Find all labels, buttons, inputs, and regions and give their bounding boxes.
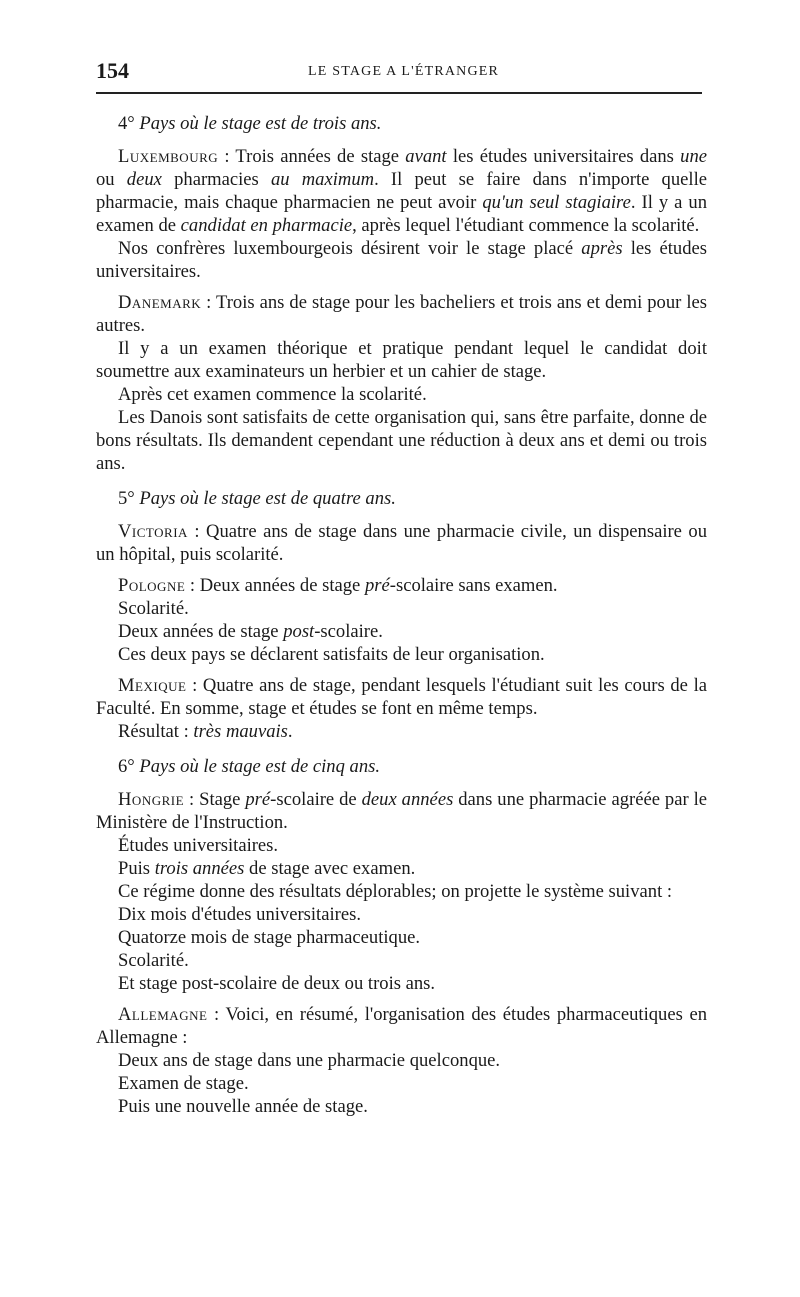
paragraph	[96, 949, 707, 972]
paragraph	[96, 720, 707, 743]
paragraph	[96, 1072, 707, 1095]
section-heading-text: Pays où le stage est de cinq ans.	[139, 756, 381, 777]
paragraph	[96, 880, 707, 903]
text-run: : Deux années de stage	[185, 575, 365, 596]
text-run: Scolarité.	[118, 950, 189, 971]
text-run: -scolaire de	[270, 789, 362, 810]
text-run: : Stage	[184, 789, 246, 810]
country-name: Hongrie	[118, 789, 185, 810]
text-run: Résultat :	[118, 721, 194, 742]
text-run: Après cet examen commence la scolarité.	[118, 384, 427, 405]
paragraph	[96, 903, 707, 926]
country-name: Mexique	[118, 675, 187, 696]
country-name: Victoria	[118, 521, 188, 542]
text-run: post	[283, 621, 315, 642]
paragraph	[96, 1095, 707, 1118]
section-title	[118, 112, 707, 135]
paragraph	[96, 520, 707, 566]
text-run: ou	[96, 169, 127, 190]
paragraph	[96, 1049, 707, 1072]
text-run: -scolaire sans examen.	[389, 575, 558, 596]
text-run: Études universitaires.	[118, 835, 279, 856]
paragraph	[96, 574, 707, 597]
text-run: . Il peut se faire dans n'importe quelle pharmacie, mais chaque pharmacien ne peut avoir	[96, 169, 707, 213]
section-number: 4°	[118, 113, 135, 134]
text-run: Nos confrères luxembourgeois désirent voir le stage placé	[118, 238, 582, 259]
text-run: Les Danois sont satisfaits de cette organisation qui, sans être parfaite, donne de bons résultats. Ils demandent cependant une réduction à deux ans et demi ou trois ans.	[96, 407, 707, 474]
text-run: , après lequel l'étudiant commence la scolarité.	[352, 215, 700, 236]
text-run: pharmacies	[161, 169, 271, 190]
paragraph	[96, 926, 707, 949]
country-name: Allemagne	[118, 1004, 208, 1025]
page-body	[96, 112, 707, 1118]
text-run: au maximum	[270, 169, 375, 190]
section-heading-text: Pays où le stage est de trois ans.	[139, 113, 382, 134]
text-run: Puis	[118, 858, 155, 879]
text-run: une	[680, 146, 707, 167]
section-title	[118, 755, 707, 778]
text-run: pré	[364, 575, 390, 596]
paragraph	[96, 237, 707, 283]
text-run: Ces deux pays se déclarent satisfaits de leur organisation.	[118, 644, 545, 665]
paragraph	[96, 383, 707, 406]
paragraph	[96, 972, 707, 995]
page-number: 154	[96, 58, 129, 83]
paragraph	[96, 620, 707, 643]
text-run: trois années	[154, 858, 245, 879]
text-run: Puis une nouvelle année de stage.	[118, 1096, 368, 1117]
text-run: Scolarité.	[118, 598, 189, 619]
text-run: : Trois ans de stage pour les bacheliers et trois ans et demi pour les autres.	[96, 292, 707, 336]
text-run: très mauvais	[193, 721, 288, 742]
text-run: Ce régime donne des résultats déplorables; on projette le système suivant :	[118, 881, 673, 902]
text-run: les études universitaires.	[96, 238, 708, 282]
running-head: LE STAGE A L'ÉTRANGER	[308, 64, 500, 79]
paragraph	[96, 788, 707, 834]
page-header	[96, 58, 702, 86]
header-rule	[96, 92, 702, 94]
text-run: : Trois années de stage	[218, 146, 406, 167]
text-run: : Quatre ans de stage dans une pharmacie civile, un dispensaire ou un hôpital, puis scolarité.	[96, 521, 707, 565]
country-name: Luxembourg	[118, 146, 219, 167]
text-run: dans une pharmacie agréée par le Ministère de l'Instruction.	[96, 789, 708, 833]
paragraph	[96, 834, 707, 857]
text-run: après	[581, 238, 623, 259]
text-run: : Quatre ans de stage, pendant lesquels l'étudiant suit les cours de la Faculté. En somme, stage et études se font en même temps.	[96, 675, 707, 719]
paragraph	[96, 406, 707, 475]
text-run: deux années	[361, 789, 454, 810]
text-run: . Il y a un examen de	[96, 192, 707, 236]
text-run: Examen de stage.	[118, 1073, 249, 1094]
section-number: 5°	[118, 488, 135, 509]
text-run: Dix mois d'études universitaires.	[118, 904, 361, 925]
text-run: qu'un seul stagiaire	[482, 192, 631, 213]
text-run: Il y a un examen théorique et pratique pendant lequel le candidat doit soumettre aux examinateurs un herbier et un cahier de stage.	[96, 338, 707, 382]
text-run: deux	[126, 169, 162, 190]
text-run: Deux années de stage	[118, 621, 284, 642]
section-title	[118, 487, 707, 510]
text-run: de stage avec examen.	[244, 858, 416, 879]
paragraph	[96, 597, 707, 620]
text-run: Et stage post-scolaire de deux ou trois ans.	[118, 973, 436, 994]
text-run: pré	[245, 789, 271, 810]
country-name: Pologne	[118, 575, 186, 596]
paragraph	[96, 674, 707, 720]
text-run: : Voici, en résumé, l'organisation des études pharmaceutiques en Allemagne :	[96, 1004, 707, 1048]
section-number: 6°	[118, 756, 135, 777]
paragraph	[96, 643, 707, 666]
text-run: Deux ans de stage dans une pharmacie quelconque.	[118, 1050, 501, 1071]
text-run: les études universitaires dans	[446, 146, 681, 167]
text-run: .	[287, 721, 293, 742]
country-name: Danemark	[118, 292, 202, 313]
paragraph	[96, 1003, 707, 1049]
section-heading-text: Pays où le stage est de quatre ans.	[139, 488, 396, 509]
text-run: avant	[405, 146, 447, 167]
paragraph	[96, 291, 707, 337]
text-run: -scolaire.	[314, 621, 383, 642]
paragraph	[96, 337, 707, 383]
text-run: candidat en pharmacie	[180, 215, 353, 236]
text-run: Quatorze mois de stage pharmaceutique.	[118, 927, 421, 948]
paragraph	[96, 857, 707, 880]
paragraph	[96, 145, 707, 237]
